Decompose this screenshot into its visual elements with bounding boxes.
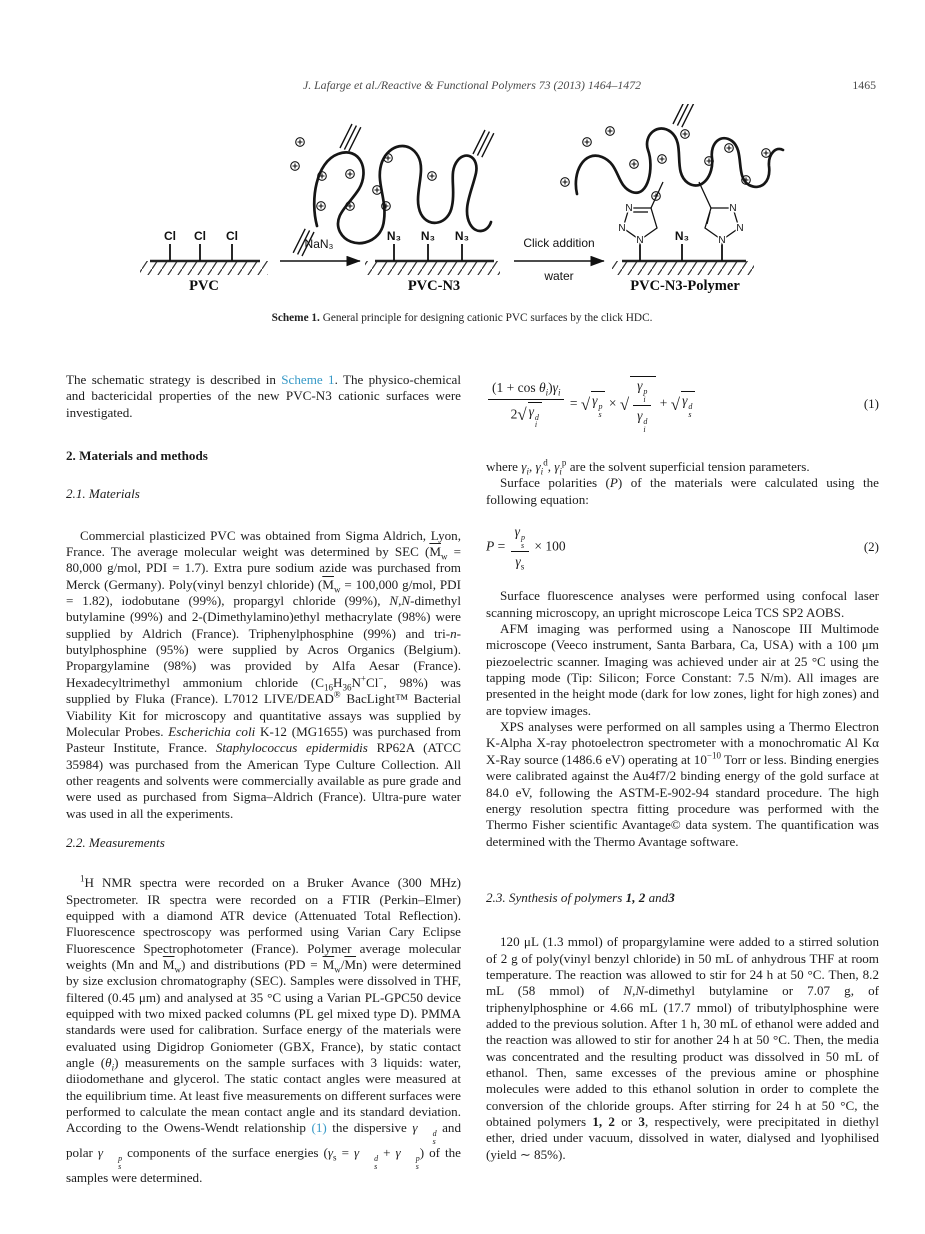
scheme-1-link[interactable]: Scheme 1 <box>281 372 335 387</box>
polymer-coil-grafted <box>561 104 783 200</box>
water-label: water <box>544 269 574 283</box>
cl-label: Cl <box>226 229 238 243</box>
page-number: 1465 <box>852 78 876 92</box>
measurements-paragraph: $^1$H NMR spectra were recorded on a Bruker Avance (300 MHz) Spectrometer. IR spectra were recorded on a FTIR (Perkin–Elmer) equipped with a diamond ATR device (Attenuated Total Reflection). Fluorescence spectroscopy was performed using Varian Cary Eclipse Fluorescence Spectrophotometer (France). Polymer average molecular weights (Mn and $\overline{M}_w$) and distributions $(PD = \overline{M}_w/\overline{M}n)$ were determined by size exclusion chromatography (SEC). Samples were dissolved in THF, filtered (0.45 μm) and analysed at 35 °C using a Varian PL-GPC50 device equipped with two mixed packed columns (PL gel mixed type D). PMMA standards were used for calibration. Surface energy of the materials were evaluated using Digidrop Goniometer (GBX, France), by static contact angle $(\theta_i)$ measurements on the sample surfaces with 3 liquids: water, diiodomethane and glycerol. The static contact angles were measured at the equilibrium time. At least five measurements on different surfaces were performed to calculate the mean contact angle and its standard deviation. According to the Owens-Wendt relationship (1) the dispersive γ d s and polar γ p s components of the surface energies ($\gamma_s = \gamma$ d s + γ p s ) of the samples were determined. <box>66 873 462 1186</box>
section-2-2-heading: 2.2. Measurements <box>66 834 165 850</box>
cl-label: Cl <box>164 229 176 243</box>
pvc-surface <box>140 229 268 294</box>
click-addition-label: Click addition <box>523 236 595 250</box>
ring-n-label: N <box>618 223 626 234</box>
pvc-name: PVC <box>189 278 219 294</box>
plus-charge-icon <box>606 127 615 136</box>
column-right <box>486 372 879 1163</box>
n3-label: N₃ <box>674 229 690 243</box>
nan3-label: NaN₃ <box>304 237 334 251</box>
ring-n-label: N <box>736 223 744 234</box>
equation-1-body: $(1 + \cos \theta_i)\gamma_i$ 2√ γ d i = √ γ p s × √ γ p i γ d i + √ γ d s <box>486 376 695 433</box>
afm-paragraph: AFM imaging was performed using a Nanoscope III Multimode microscope (Veeco instrument, Santa Barbara, Ca, USA) with a 100 μm piezoelectric scanner. Imaging was achieved under air at 25 °C using the tapping mode (Tip: Silicon; Force Constant: 7.5 N/m). All images are presented in the height mode (dark for low zones, light for high zones) and are topview images. <box>486 621 879 718</box>
intro-paragraph: The schematic strategy is described in Scheme 1. The physico-chemical and bactericidal properties of the new PVC-N3 cationic surfaces were investigated. <box>66 372 461 420</box>
alkyne-icon <box>473 130 494 157</box>
xps-paragraph: XPS analyses were performed on all samples using a Thermo Electron K-Alpha X-ray photoelectron spectrometer with a monochromatic Al Kα X-Ray source (1486.6 eV) operating at $10^{-10}$ Torr or less. Binding energies were calibrated against the Au4f7/2 binding energy of the gold surface at 84.0 eV, following the ASTM-E-902-94 standard procedure. The high energy resolution spectra fitting procedure was performed with the Thermo Fisher scientific Avantage© data system. The quantification was determined with the Thermo Avantage software. <box>486 719 879 849</box>
pvc-n3-name: PVC-N3 <box>407 278 461 294</box>
plus-charge-icon <box>561 178 570 187</box>
ring-n-label: N <box>718 235 726 246</box>
alkyne-icon <box>340 124 361 151</box>
plus-charge-icon <box>725 144 734 153</box>
equation-1-number: (1) <box>863 396 879 412</box>
plus-charge-icon <box>762 149 771 158</box>
plus-charge-icon <box>583 138 592 147</box>
pvc-n3-surface <box>365 229 500 294</box>
running-head <box>66 78 878 93</box>
plus-charge-icon <box>428 172 437 181</box>
section-2-3-heading: 2.3. Synthesis of polymers 1, 2 and3 <box>486 889 675 905</box>
polarities-paragraph: Surface polarities (P) of the materials were calculated using the following equation: <box>486 475 879 507</box>
n3-label: N₃ <box>454 229 470 243</box>
reaction-arrow-2 <box>514 236 604 283</box>
cl-label: Cl <box>194 229 206 243</box>
plus-charge-icon <box>291 162 300 171</box>
n3-label: N₃ <box>386 229 402 243</box>
column-left <box>66 372 461 1187</box>
plus-charge-icon <box>658 155 667 164</box>
alkyne-icon <box>673 104 694 127</box>
equation-1 <box>486 376 879 433</box>
equation-2-number: (2) <box>863 539 879 555</box>
n3-label: N₃ <box>420 229 436 243</box>
scheme-figure <box>132 104 792 316</box>
journal-citation: J. Lafarge et al./Reactive & Functional Polymers 73 (2013) 1464–1472 <box>302 78 641 92</box>
ring-n-label: N <box>625 203 633 214</box>
eq-1-link[interactable]: (1) <box>311 1120 327 1136</box>
equation-2-body: P = γ p s $\gamma_s$ × 100 <box>486 524 566 572</box>
scheme-caption-text: General principle for designing cationic PVC surfaces by the click HDC. <box>319 312 653 324</box>
plus-charge-icon <box>296 138 305 147</box>
triazole-ring <box>699 182 739 261</box>
plus-charge-icon <box>346 170 355 179</box>
section-2-1-heading: 2.1. Materials <box>66 486 140 502</box>
scheme-caption <box>162 312 762 324</box>
scheme-caption-label: Scheme 1. <box>271 312 320 324</box>
materials-paragraph: Commercial plasticized PVC was obtained from Sigma Aldrich, Lyon, France. The average molecular weight was determined by SEC ($\overline{M}_w = 80,000$ g/mol, PDI = 1.7). Extra pure sodium azide was purchased from Merck (Germany). Poly(vinyl benzyl chloride) ($\overline{M}_w = 100,000$ g/mol, PDI = 1.82), iodobutane (99%), propargyl chloride (99%), N,N-dimethyl butylamine (99%) and 2-(Dimethylamino)ethyl methacrylate (98%) were supplied by Aldrich (France). Triphenylphosphine (99%) and tri-n-butylphosphine (95%) were supplied by Acros Organics (Belgium). Propargylamine (98%) was provided by Alfa Aesar (France). Hexadecyltrimethyl ammonium chloride ($C_{16}H_{36}N^+Cl^-$, 98%) was supplied by Fluka (France). L7012 LIVE/DEAD® BacLight™ Bacterial Viability Kit for microscopy and quantitative assays was supplied by Molecular Probes. Escherichia coli K-12 (MG1655) was purchased from Pasteur Institute, France. Staphylococcus epidermidis RP62A (ATCC 35984) was purchased from the American Type Culture Collection. All other reagents and solvents were commercially available as pure grade and were used as purchased from Sigma–Aldrich (France). Ultra-pure water was used in all the experiments. <box>66 527 462 821</box>
triazole-ring <box>623 182 663 261</box>
plus-charge-icon <box>373 186 382 195</box>
pvc-n3-polymer-name: PVC-N3-Polymer <box>630 278 740 294</box>
ring-n-label: N <box>636 235 644 246</box>
plus-charge-icon <box>317 202 326 211</box>
ring-n-label: N <box>729 203 737 214</box>
plus-charge-icon <box>630 160 639 169</box>
where-paragraph: where $\gamma_i$, $\gamma_i^d$, $\gamma_i^p$ are the solvent superficial tension parameters. <box>486 457 810 477</box>
fluorescence-paragraph: Surface fluorescence analyses were performed using confocal laser scanning microscopy, an upright microscope Leica TCS SP2 AOBS. <box>486 588 879 620</box>
section-2-heading: 2. Materials and methods <box>66 448 208 464</box>
plus-charge-icon <box>681 130 690 139</box>
pvc-n3-polymer-surface <box>612 182 754 294</box>
equation-2 <box>486 524 879 570</box>
synthesis-paragraph: 120 μL (1.3 mmol) of propargylamine were added to a stirred solution of 2 g of poly(vinyl benzyl chloride) in 50 mL of anhydrous THF at room temperature. The reaction was allowed to stir for 24 h at 50 °C. Then, 8.2 mL (58 mmol) of N,N-dimethyl butylamine or 7.07 g, of triphenylphosphine or 4.66 mL (17.7 mmol) of tributylphosphine were added to the previous solution. After 1 h, 30 mL of ethanol were added and the reaction was allowed to stir for another 24 h at 50 °C. Then, the media was concentrated and the resulting product was dissolved in 50 mL of ethanol. Then, same excesses of the previous amine or phosphine molecules were added to this ethanol solution in order to complete the conversion of the chloride groups. After stirring for 24 h at 50 °C, the obtained polymers 1, 2 or 3, respectively, were precipitated in diethyl ether, dried under vacuum, dissolved in water, dialysed and lyophilised (yield ∼ 85%). <box>486 934 880 1162</box>
